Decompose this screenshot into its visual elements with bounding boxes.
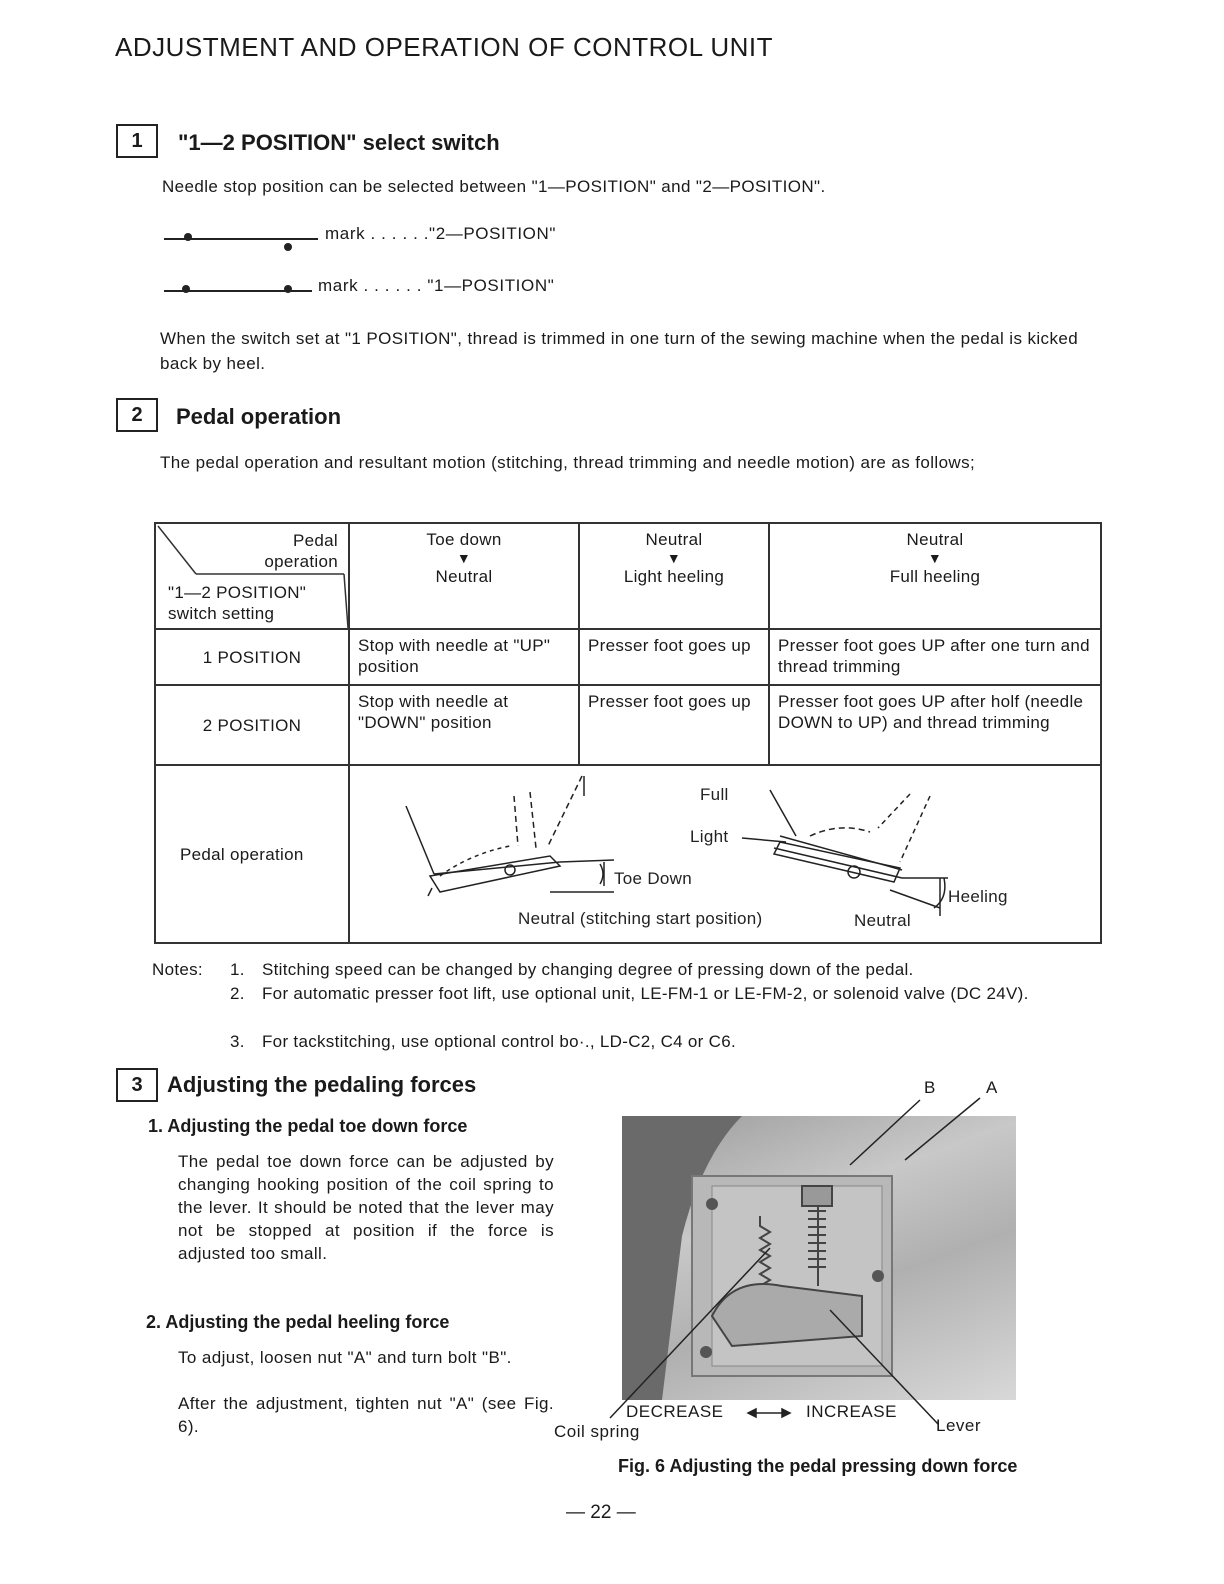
subsection-2-text-2: After the adjustment, tighten nut "A" (see Fig. 6). bbox=[178, 1394, 554, 1436]
corner-bottom-label: "1—2 POSITION" switch setting bbox=[168, 583, 307, 623]
row-label: Pedal operation bbox=[155, 765, 349, 943]
page-title: ADJUSTMENT AND OPERATION OF CONTROL UNIT bbox=[115, 32, 774, 62]
section-1-number: 1 bbox=[116, 124, 158, 158]
note-1-text: Stitching speed can be changed by changing degree of pressing down of the pedal. bbox=[262, 960, 914, 979]
table-header-row bbox=[155, 523, 1101, 629]
table-row bbox=[155, 629, 1101, 685]
table-cell: Presser foot goes UP after one turn and thread trimming bbox=[769, 629, 1101, 685]
label-light: Light bbox=[690, 827, 729, 846]
table-cell: Presser foot goes up bbox=[579, 629, 769, 685]
label-heeling: Heeling bbox=[948, 887, 1008, 906]
label-a: A bbox=[986, 1078, 998, 1097]
header-from: Neutral bbox=[645, 530, 703, 549]
table-cell: Stop with needle at "DOWN" position bbox=[349, 685, 579, 765]
subsection-1-title: 1. Adjusting the pedal toe down force bbox=[148, 1116, 468, 1136]
header-toe-down bbox=[349, 523, 579, 629]
notes-label: Notes: bbox=[152, 960, 203, 979]
label-coil-spring: Coil spring bbox=[554, 1422, 640, 1441]
section-1-note: When the switch set at "1 POSITION", thread is trimmed in one turn of the sewing machine when the pedal is kicked back by heel. bbox=[160, 329, 1079, 373]
label-neutral-start: Neutral (stitching start position) bbox=[518, 909, 763, 928]
header-full-heeling bbox=[769, 523, 1101, 629]
section-3-number: 3 bbox=[116, 1068, 158, 1102]
row-label: 1 POSITION bbox=[155, 629, 349, 685]
header-light-heeling bbox=[579, 523, 769, 629]
one-position-mark-text: mark . . . . . . "1—POSITION" bbox=[318, 276, 555, 295]
arrow-down-icon: ▼ bbox=[666, 550, 682, 566]
header-to: Light heeling bbox=[623, 567, 725, 586]
table-cell: Presser foot goes up bbox=[579, 685, 769, 765]
pedal-diagram-cell bbox=[349, 765, 1101, 943]
section-2-number: 2 bbox=[116, 398, 158, 432]
note-1-number: 1. bbox=[230, 960, 245, 979]
label-full: Full bbox=[700, 785, 729, 804]
adjustment-photo bbox=[622, 1116, 1016, 1400]
photo-mechanism-sketch bbox=[622, 1116, 1016, 1400]
figure-caption: Fig. 6 Adjusting the pedal pressing down force bbox=[618, 1456, 1018, 1476]
two-position-mark-text: mark . . . . . ."2—POSITION" bbox=[325, 224, 557, 243]
subsection-2-text-1: To adjust, loosen nut "A" and turn bolt "B". bbox=[178, 1348, 512, 1367]
label-increase: INCREASE bbox=[806, 1402, 897, 1421]
page-number: — 22 — bbox=[566, 1502, 636, 1523]
table-cell: Stop with needle at "UP" position bbox=[349, 629, 579, 685]
pedal-operation-table bbox=[154, 522, 1102, 944]
label-toe-down: Toe Down bbox=[614, 869, 692, 888]
header-from: Toe down bbox=[426, 530, 502, 549]
note-3-text: For tackstitching, use optional control bo·., LD-C2, C4 or C6. bbox=[262, 1032, 737, 1051]
header-to: Neutral bbox=[435, 567, 493, 586]
pedal-operation-diagram bbox=[350, 766, 1102, 944]
section-1-title: "1—2 POSITION" select switch bbox=[178, 130, 500, 155]
label-b: B bbox=[924, 1078, 936, 1097]
label-decrease: DECREASE bbox=[626, 1402, 724, 1421]
arrow-down-icon: ▼ bbox=[456, 550, 472, 566]
section-1-intro: Needle stop position can be selected between "1—POSITION" and "2—POSITION". bbox=[162, 177, 826, 196]
row-label: 2 POSITION bbox=[155, 685, 349, 765]
header-to: Full heeling bbox=[889, 567, 981, 586]
table-row bbox=[155, 685, 1101, 765]
subsection-1-text: The pedal toe down force can be adjusted by changing hooking position of the coil spring to the lever. It should be noted that the lever may not be stopped at position if the force is adjusted too small. bbox=[178, 1152, 554, 1263]
table-diagram-row bbox=[155, 765, 1101, 943]
corner-top-label: Pedal operation bbox=[264, 531, 338, 571]
note-2-text: For automatic presser foot lift, use optional unit, LE-FM-1 or LE-FM-2, or solenoid valve (DC 24V). bbox=[262, 984, 1029, 1003]
subsection-2-title: 2. Adjusting the pedal heeling force bbox=[146, 1312, 450, 1332]
section-2-intro: The pedal operation and resultant motion (stitching, thread trimming and needle motion) are as follows; bbox=[160, 453, 976, 472]
label-neutral: Neutral bbox=[854, 911, 911, 930]
arrow-down-icon: ▼ bbox=[927, 550, 943, 566]
label-lever: Lever bbox=[936, 1416, 982, 1435]
header-from: Neutral bbox=[906, 530, 964, 549]
table-cell: Presser foot goes UP after holf (needle DOWN to UP) and thread trimming bbox=[769, 685, 1101, 765]
section-2-title: Pedal operation bbox=[176, 404, 342, 429]
note-2-number: 2. bbox=[230, 984, 245, 1003]
note-3-number: 3. bbox=[230, 1032, 245, 1051]
table-corner-cell bbox=[155, 523, 349, 629]
section-3-title: Adjusting the pedaling forces bbox=[167, 1072, 477, 1097]
